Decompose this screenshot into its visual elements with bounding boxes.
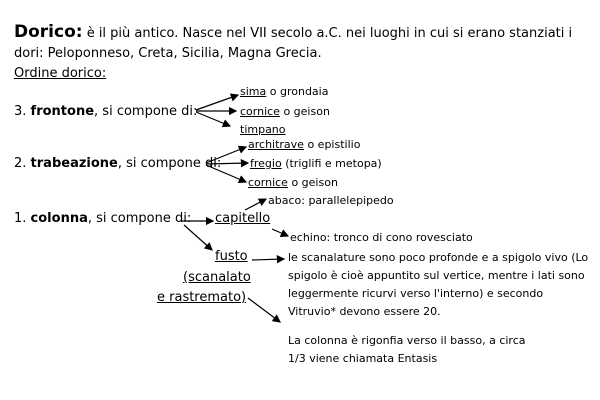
arrow-to-fregio: [206, 163, 248, 164]
order-label: Ordine dorico:: [14, 66, 107, 81]
arrow-to-cornice-trabeazione: [206, 165, 246, 182]
fusto-note-1: (scanalato: [183, 270, 251, 285]
arrow-to-entasis: [248, 298, 280, 322]
arrow-to-sima: [196, 95, 238, 110]
arrow-to-echino: [272, 229, 288, 236]
frontone-suffix: , si compone di:: [94, 104, 198, 119]
arrow-to-scanalature: [252, 259, 284, 260]
part-alt: (triglifi e metopa): [281, 157, 382, 170]
scanalature-line-4: Vitruvio* devono essere 20.: [288, 305, 441, 318]
part-alt: o geison: [279, 105, 330, 118]
scanalature-line-3: leggermente ricurvi verso l'interno) e secondo: [288, 287, 544, 300]
arrow-to-architrave: [206, 147, 246, 163]
entasis-line-2: 1/3 viene chiamata Entasis: [288, 352, 438, 365]
intro-text-2: dori: Peloponneso, Creta, Sicilia, Magna Grecia.: [14, 46, 322, 61]
trabeazione-term: trabeazione: [30, 156, 118, 171]
part-name: architrave: [248, 138, 304, 151]
colonna-suffix: , si compone di:: [87, 211, 192, 226]
arrow-to-abaco: [245, 199, 266, 210]
part-name: timpano: [240, 123, 286, 136]
trabeazione-suffix: , si compone di:: [117, 156, 222, 171]
arrow-to-fusto: [184, 225, 212, 250]
part-alt: o epistilio: [303, 138, 361, 151]
part-name: cornice: [248, 176, 288, 189]
arrow-to-timpano: [196, 112, 230, 126]
part-alt: o geison: [287, 176, 338, 189]
colonna-term: colonna: [30, 211, 88, 226]
fusto-label: fusto: [215, 249, 248, 264]
frontone-number: 3.: [14, 104, 27, 119]
page-title: Dorico:: [14, 22, 83, 42]
trabeazione-number: 2.: [14, 156, 27, 171]
fusto-note-2: e rastremato): [157, 290, 247, 305]
echino-text: echino: tronco di cono rovesciato: [290, 231, 473, 244]
part-name: fregio: [250, 157, 282, 170]
part-name: cornice: [240, 105, 280, 118]
frontone-term: frontone: [30, 104, 95, 119]
scanalature-line-2: spigolo è cioè appuntito sul vertice, mentre i lati sono: [288, 269, 585, 282]
capitello-label: capitello: [215, 211, 271, 226]
colonna-number: 1.: [14, 211, 27, 226]
abaco-text: abaco: parallelepipedo: [268, 194, 394, 207]
part-alt: o grondaia: [266, 85, 329, 98]
intro-text-1: è il più antico. Nasce nel VII secolo a.C. nei luoghi in cui si erano stanziati i: [82, 26, 573, 41]
entasis-line-1: La colonna è rigonfia verso il basso, a circa: [288, 334, 526, 347]
part-name: sima: [240, 85, 267, 98]
scanalature-line-1: le scanalature sono poco profonde e a spigolo vivo (Lo: [288, 251, 589, 264]
